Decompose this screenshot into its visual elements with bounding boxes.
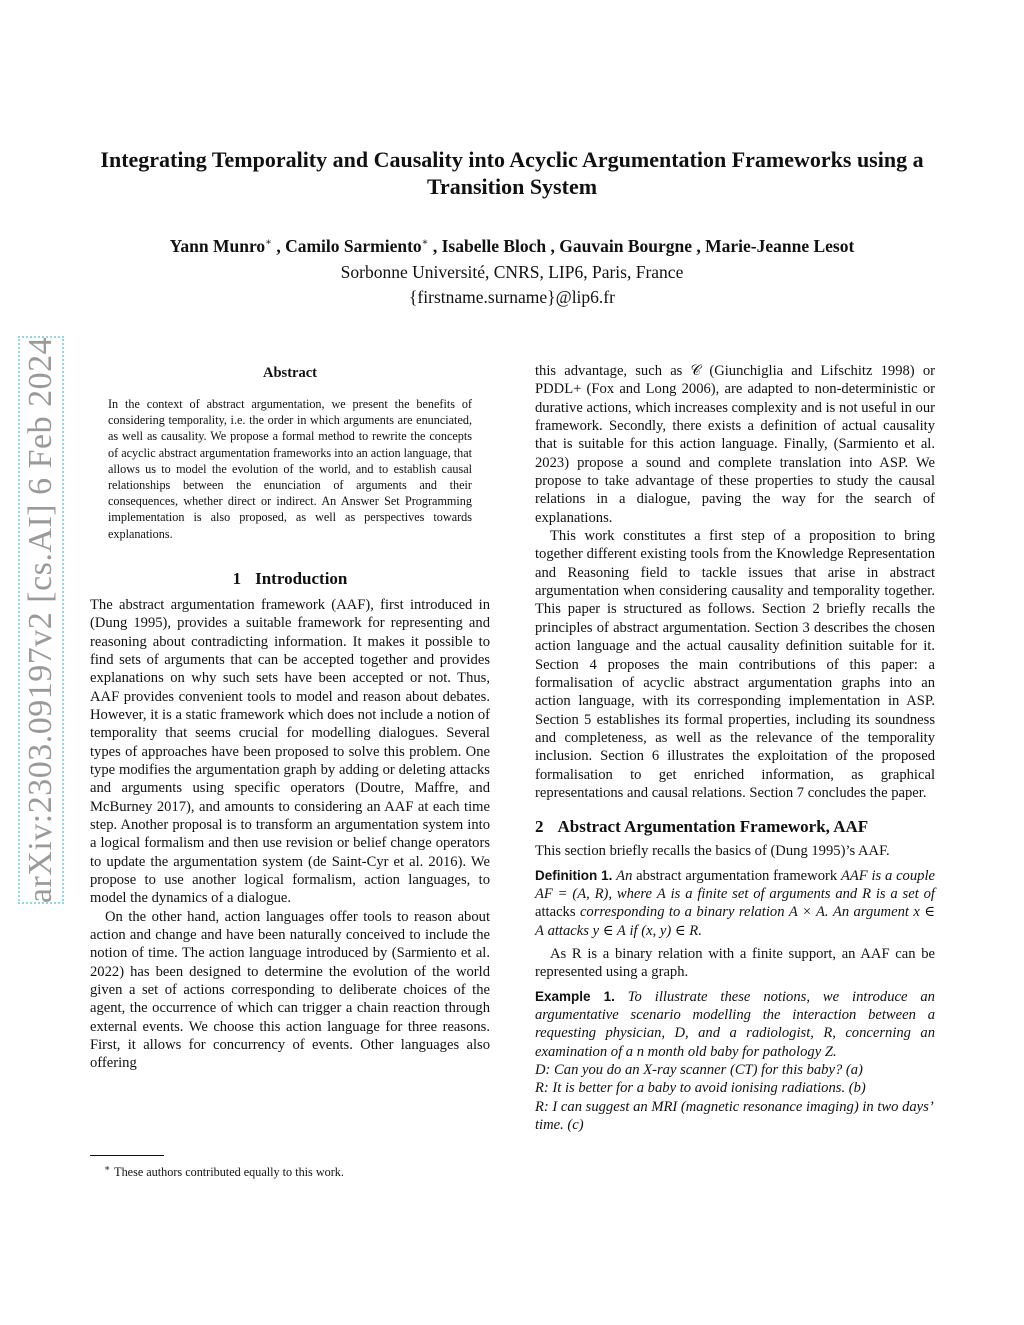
definition-label: Definition 1.: [535, 867, 613, 883]
footnote-text: These authors contributed equally to this work.: [114, 1165, 344, 1180]
dialogue-line: D: Can you do an X-ray scanner (CT) for this baby? (a): [535, 1062, 863, 1079]
footnote: [104, 1160, 344, 1180]
affiliation: Sorbonne Université, CNRS, LIP6, Paris, France: [340, 262, 684, 282]
example-label: Example 1.: [535, 988, 615, 1004]
author-name: Isabelle Bloch: [441, 235, 547, 256]
paragraph: As R is a binary relation with a finite support, an AAF can be represented using a graph.: [535, 945, 935, 981]
contact-email: {firstname.surname}@lip6.fr: [409, 287, 615, 307]
paper-title: Integrating Temporality and Causality into Acyclic Argumentation Frameworks using a Transition System: [100, 147, 924, 199]
right-column: [535, 362, 935, 1134]
abstract-text: In the context of abstract argumentation, we present the benefits of considering temporality, i.e. the order in which arguments are enunciated, as well as causality. We propose a formal method to rewrite the concepts of acyclic abstract argumentation frameworks into an action language, that allows us to model the evolution of the world, and to establish causal relationships between the enunciation of arguments and their consequences, whether direct or indirect. An Answer Set Programming implementation is also proposed, as well as perspectives towards explanations.: [108, 397, 472, 541]
paragraph: The abstract argumentation framework (AAF), first introduced in (Dung 1995), provides a suitable framework for representing and reasoning about contradicting information. It makes it possible to find sets of arguments that can be accepted together and provides explanations on why such sets have been accepted or not. Thus, AAF provides convenient tools to model and reason about debates. However, it is a static framework which does not include a notion of temporality that seems crucial for modelling dialogues. Several types of approaches have been proposed to solve this problem. One type modifies the argumentation graph by adding or deleting attacks and arguments using specific operators (Doutre, Maffre, and McBurney 2017), and amounts to considering an AAF at each time step. Another proposal is to transform an argumentation system into a logical formalism and then use revision or belief change operators to update the argumentation system (de Saint-Cyr et al. 2016). We propose to use another logical formalism, action languages, to model the dynamics of a dialogue.: [90, 596, 490, 907]
arxiv-identifier: arXiv:2303.09197v2 [cs.AI] 6 Feb 2024: [22, 336, 59, 904]
equal-contribution-mark: ∗: [265, 237, 272, 248]
author-name: Marie-Jeanne Lesot: [705, 235, 855, 256]
abstract-heading: Abstract: [263, 365, 317, 381]
definition-block: Definition 1. An abstract argumentation framework AAF is a couple AF = (A, R), where A is a finite set of arguments and R is a set of attacks corresponding to a binary relation A × A. An argument x ∈ A attacks y ∈ A if (x, y) ∈ R.: [535, 867, 936, 939]
section-heading: [90, 568, 490, 590]
arxiv-stamp: [18, 336, 64, 904]
example-text: To illustrate these notions, we introduce an argumentative scenario modelling the interaction between a requesting physician, D, and a radiologist, R, concerning an examination of a n month old baby for pathology Z.: [535, 988, 935, 1060]
section-title: Introduction: [255, 568, 348, 588]
author-name: Camilo Sarmiento: [285, 235, 422, 256]
paragraph: this advantage, such as 𝒞 (Giunchiglia and Lifschitz 1998) or PDDL+ (Fox and Long 2006), are adapted to non-deterministic or durative actions, which increases complexity and is not useful in our framework. Secondly, there exists a definition of actual causality that is suitable for this action language. Finally, (Sarmiento et al. 2023) propose a sound and complete translation into ASP. We propose to take advantage of these properties to study the causal relations in a dialogue, paving the way for the search of explanations.: [535, 363, 936, 526]
author-list: Yann Munro∗ , Camilo Sarmiento∗ , Isabelle Bloch , Gauvain Bourgne , Marie-Jeanne Lesot: [169, 235, 855, 256]
paragraph: This work constitutes a first step of a proposition to bring together different existing tools from the Knowledge Representation and Reasoning field to tackle issues that arise in abstract argumentation when considering causality and temporality together. This paper is structured as follows. Section 2 briefly recalls the principles of abstract argumentation. Section 3 describes the chosen action language and the actual causality definition suitable for it. Section 4 proposes the main contributions of this paper: a formalisation of acyclic abstract argumentation graphs into an action language, with its corresponding implementation in ASP. Section 5 establishes its formal properties, including its soundness and completeness, as well as the relevance of the temporality inclusion. Section 6 illustrates the exploitation of the proposed formalisation to get enriched information, as graphical representations and causal relations. Section 7 concludes the paper.: [535, 528, 935, 801]
section-number: 2: [535, 817, 544, 837]
example-block: [535, 988, 935, 1061]
left-column: [90, 364, 490, 1073]
author-name: Yann Munro: [169, 235, 266, 256]
author-name: Gauvain Bourgne: [559, 235, 692, 256]
dialogue-line: R: It is better for a baby to avoid ionising radiations. (b): [535, 1080, 866, 1097]
footnote-mark: ∗: [104, 1163, 111, 1173]
section-title: Abstract Argumentation Framework, AAF: [557, 817, 869, 837]
paragraph: This section briefly recalls the basics of (Dung 1995)’s AAF.: [535, 843, 890, 860]
dialogue-line: R: I can suggest an MRI (magnetic resonance imaging) in two days’ time. (c): [535, 1098, 933, 1134]
footnote-rule: [90, 1155, 164, 1156]
section-number: 1: [232, 568, 242, 588]
section-heading: [535, 816, 935, 838]
equal-contribution-mark: ∗: [421, 237, 429, 248]
paragraph: On the other hand, action languages offer tools to reason about action and change and have been naturally conceived to include the notion of time. The action language introduced by (Sarmiento et al. 2022) has been designed to determine the evolution of the world given a set of actions corresponding to deliberate choices of the agent, the occurrence of which can trigger a chain reaction through external events. We choose this action language for three reasons. First, it allows for concurrency of events. Other languages also offering: [90, 908, 490, 1072]
